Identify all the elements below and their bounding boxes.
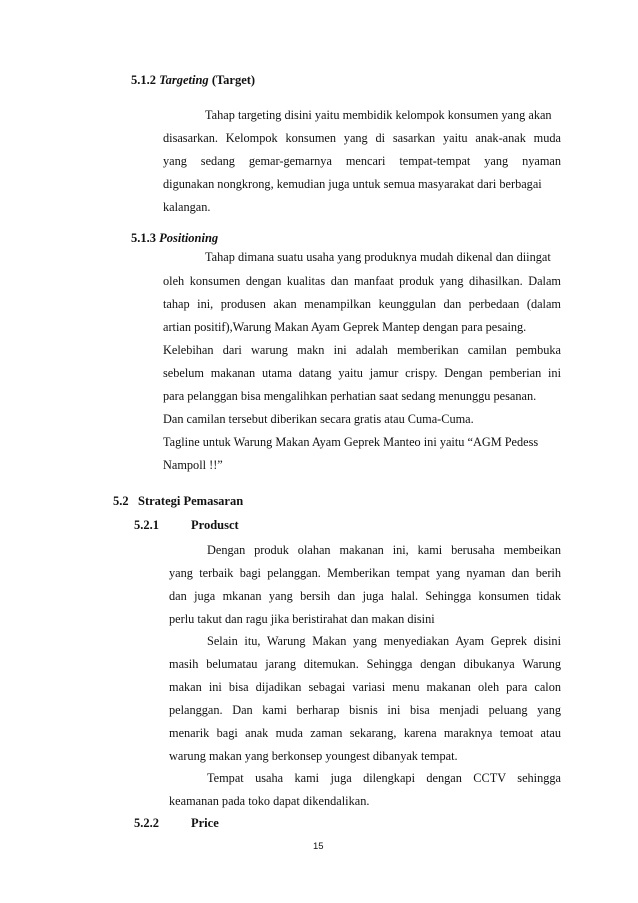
paragraph-line: disasarkan. Kelompok konsumen yang di sasarkan yaitu anak-anak muda xyxy=(163,131,561,145)
paragraph-line: Tahap dimana suatu usaha yang produknya mudah dikenal dan diingat xyxy=(205,250,551,264)
section-5-2-2-number: 5.2.2 xyxy=(134,816,159,830)
paragraph-line: artian positif),Warung Makan Ayam Geprek Mantep dengan para pesaing. xyxy=(163,320,527,334)
paragraph-line: masih belumatau jarang ditemukan. Sehingga dengan dibukanya Warung xyxy=(169,657,561,671)
section-5-2-1-number: 5.2.1 xyxy=(134,518,159,532)
paragraph-line: oleh konsumen dengan kualitas dan manfaat produk yang dihasilkan. Dalam xyxy=(163,274,561,288)
paragraph-line: Kelebihan dari warung makn ini adalah memberikan camilan pembuka xyxy=(163,343,561,357)
paragraph-line: para pelanggan bisa mengalihkan perhatian saat sedang menunggu pesanan. xyxy=(163,389,537,403)
paragraph-line: Dan camilan tersebut diberikan secara gratis atau Cuma-Cuma. xyxy=(163,412,474,426)
paragraph-line: perlu takut dan ragu jika beristirahat dan makan disini xyxy=(169,612,435,626)
paragraph-line: sebelum makanan utama datang yaitu jamur crispy. Dengan pemberian ini xyxy=(163,366,561,380)
paragraph-line: tahap ini, produsen akan menampilkan keunggulan dan perbedaan (dalam xyxy=(163,297,561,311)
paragraph-line: pelanggan. Dan kami berharap bisnis ini bisa menjadi peluang yang xyxy=(169,703,561,717)
page-number: 15 xyxy=(313,841,324,852)
paragraph-line: Selain itu, Warung Makan yang menyediakan Ayam Geprek disini xyxy=(207,634,561,648)
paragraph-line: warung makan yang berkonsep youngest dibanyak tempat. xyxy=(169,749,458,763)
section-title-italic: Positioning xyxy=(159,231,219,245)
section-number: 5.1.3 xyxy=(131,231,156,245)
section-title-italic: Targeting xyxy=(159,73,209,87)
paragraph-line: kalangan. xyxy=(163,200,211,214)
paragraph-line: Tempat usaha kami juga dilengkapi dengan CCTV sehingga xyxy=(207,771,561,785)
paragraph-line: Dengan produk olahan makanan ini, kami berusaha membeikan xyxy=(207,543,561,557)
paragraph-line: Tahap targeting disini yaitu membidik kelompok konsumen yang akan xyxy=(205,108,552,122)
section-title-rest: (Target) xyxy=(208,73,256,87)
section-title: Strategi Pemasaran xyxy=(138,494,244,508)
section-5-2-heading xyxy=(113,494,243,509)
section-number: 5.1.2 xyxy=(131,73,156,87)
paragraph-line: digunakan nongkrong, kemudian juga untuk semua masyarakat dari berbagai xyxy=(163,177,542,191)
section-5-1-3-heading xyxy=(131,231,218,246)
paragraph-line: Nampoll !!” xyxy=(163,458,223,472)
paragraph-line: yang sedang gemar-gemarnya mencari tempat-tempat yang nyaman xyxy=(163,154,561,168)
paragraph-line: keamanan pada toko dapat dikendalikan. xyxy=(169,794,370,808)
paragraph-line: menarik bagi anak muda zaman sekarang, karena maraknya temoat atau xyxy=(169,726,561,740)
section-5-2-2-title: Price xyxy=(191,816,219,830)
section-number: 5.2 xyxy=(113,494,129,508)
paragraph-line: Tagline untuk Warung Makan Ayam Geprek Manteo ini yaitu “AGM Pedess xyxy=(163,435,539,449)
section-5-2-1-title: Produsct xyxy=(191,518,239,532)
paragraph-line: yang terbaik bagi pelanggan. Memberikan tempat yang nyaman dan berih xyxy=(169,566,561,580)
paragraph-line: dan juga mkanan yang bersih dan juga halal. Sehingga konsumen tidak xyxy=(169,589,561,603)
paragraph-line: makan ini bisa dijadikan sebagai variasi menu makanan oleh para calon xyxy=(169,680,561,694)
section-5-1-2-heading xyxy=(131,73,255,88)
